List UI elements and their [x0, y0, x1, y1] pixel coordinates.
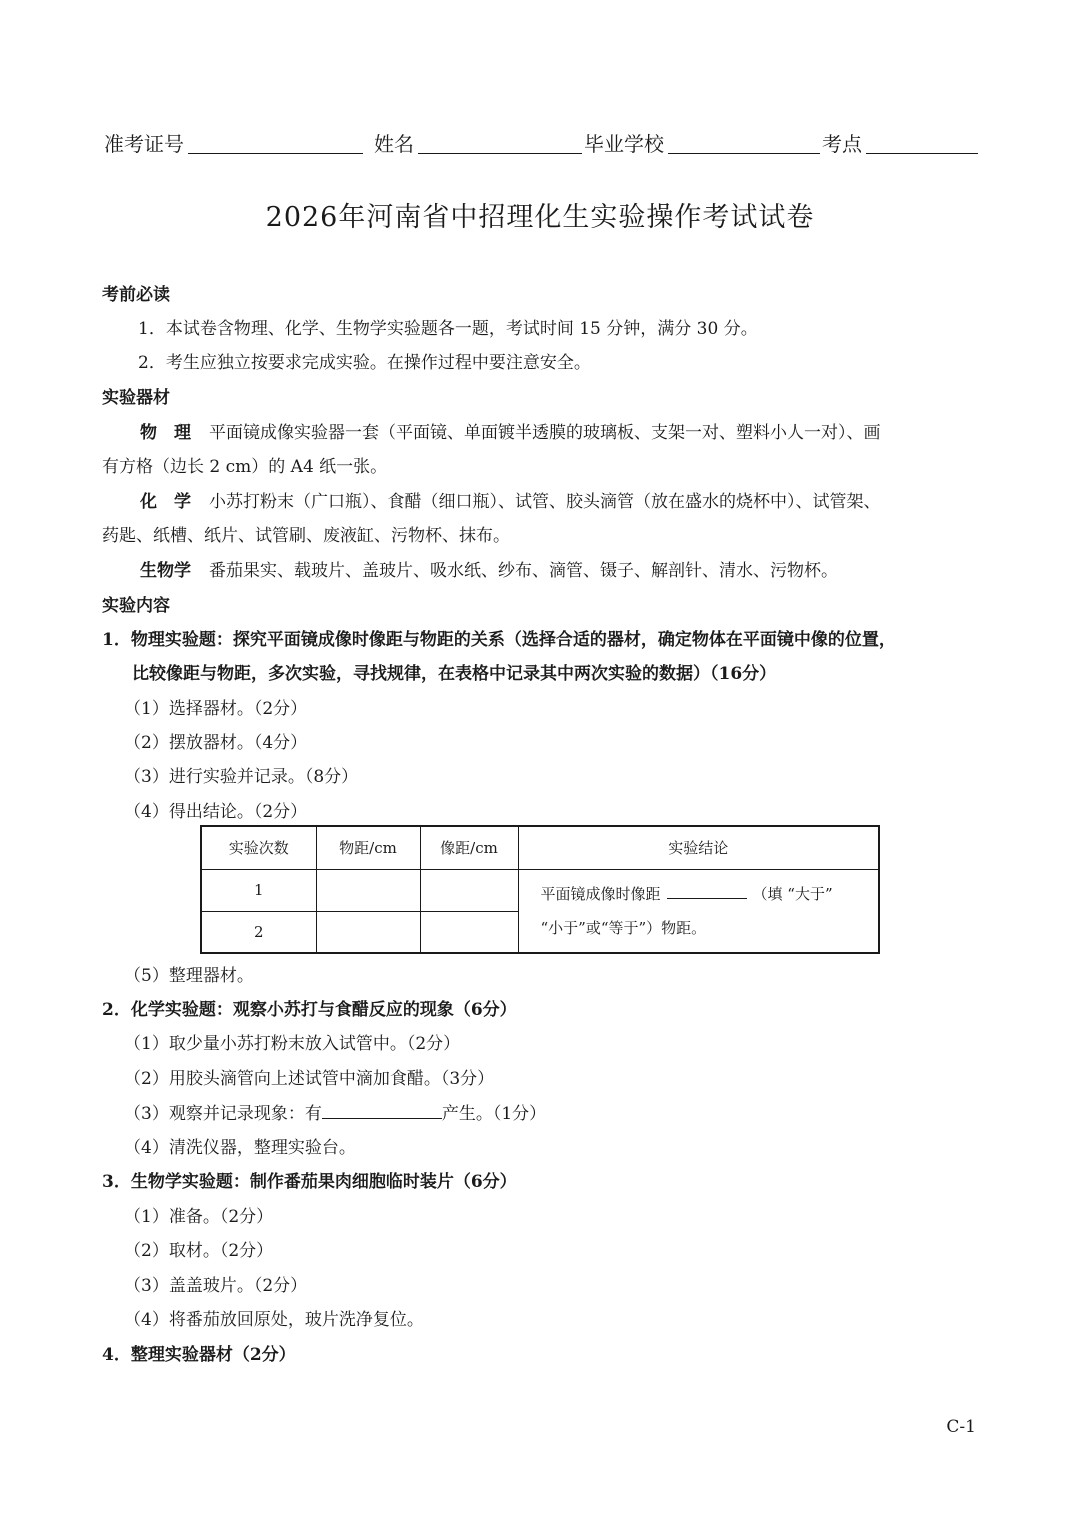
conclusion-blank[interactable]: [667, 884, 747, 899]
physics-text-cont: 有方格（边长 2 cm）的 A4 纸一张。: [102, 457, 388, 477]
q1-step: （5）整理器材。: [124, 966, 254, 986]
q1-step: （3）进行实验并记录。（8分）: [124, 767, 359, 787]
q1-step: （4）得出结论。（2分）: [124, 802, 308, 822]
q2-step-3-prefix: （3）观察并记录现象：有: [124, 1104, 322, 1124]
materials-heading: 实验器材: [102, 388, 170, 408]
school-field[interactable]: [668, 153, 820, 154]
physics-text: 平面镜成像实验器一套（平面镜、单面镀半透膜的玻璃板、支架一对、塑料小人一对）、画: [209, 423, 881, 443]
q3-step: （3）盖盖玻片。（2分）: [124, 1276, 308, 1296]
q1-step: （1）选择器材。（2分）: [124, 699, 308, 719]
content-heading: 实验内容: [102, 596, 170, 616]
q3-title: 3．生物学实验题：制作番茄果肉细胞临时装片（6分）: [102, 1172, 517, 1192]
q3-step: （4）将番茄放回原处，玻片洗净复位。: [124, 1310, 424, 1330]
q2-step: （1）取少量小苏打粉末放入试管中。（2分）: [124, 1034, 461, 1054]
q2-step-3-suffix: 产生。（1分）: [441, 1104, 547, 1124]
image-distance-cell[interactable]: [420, 869, 518, 911]
materials-biology: [140, 558, 838, 584]
page-title: 2026年河南省中招理化生实验操作考试试卷: [265, 202, 815, 233]
chemistry-text-cont: 药匙、纸槽、纸片、试管刷、废液缸、污物杯、抹布。: [102, 526, 510, 546]
name-label: 姓名: [374, 132, 414, 156]
conclusion-text-tail: （填 “大于”: [752, 884, 833, 903]
q1-title-cont: 比较像距与物距，多次实验，寻找规律，在表格中记录其中两次实验的数据）（16分）: [132, 664, 777, 684]
phenomenon-blank[interactable]: [322, 1100, 442, 1119]
exam-id-label: 准考证号: [104, 132, 184, 156]
object-distance-cell[interactable]: [316, 869, 420, 911]
image-distance-cell[interactable]: [420, 911, 518, 953]
q2-step: （4）清洗仪器，整理实验台。: [124, 1138, 356, 1158]
notice-heading: 考前必读: [102, 285, 170, 305]
q1-step: （2）摆放器材。（4分）: [124, 733, 308, 753]
chemistry-text: 小苏打粉末（广口瓶）、食醋（细口瓶）、试管、胶头滴管（放在盛水的烧杯中）、试管架、: [209, 492, 881, 512]
conclusion-text: 平面镜成像时像距: [540, 884, 661, 903]
school-label: 毕业学校: [584, 132, 664, 156]
notice-item: 1．本试卷含物理、化学、生物学实验题各一题，考试时间 15 分钟，满分 30 分。: [138, 319, 758, 339]
experiment-table: [200, 825, 880, 954]
chemistry-label: 化 学: [140, 492, 191, 512]
notice-item: 2．考生应独立按要求完成实验。在操作过程中要注意安全。: [138, 353, 591, 373]
conclusion-cell: [518, 869, 879, 953]
table-header: 实验次数: [201, 826, 316, 869]
q3-step: （2）取材。（2分）: [124, 1241, 274, 1261]
site-label: 考点: [822, 132, 862, 156]
q4-title: 4．整理实验器材（2分）: [102, 1345, 296, 1365]
site-field[interactable]: [866, 153, 978, 154]
q2-step-3: [124, 1100, 546, 1127]
materials-chemistry: [140, 489, 881, 515]
name-field[interactable]: [418, 153, 582, 154]
conclusion-text-cont: “小于”或“等于”）物距。: [540, 918, 707, 937]
table-header: 物距/cm: [316, 826, 420, 869]
q1-title: 1．物理实验题：探究平面镜成像时像距与物距的关系（选择合适的器材，确定物体在平面镜中像的位置，: [102, 630, 896, 650]
trial-number: 2: [201, 911, 316, 953]
biology-label: 生物学: [140, 561, 191, 581]
materials-physics: [140, 420, 881, 446]
physics-label: 物 理: [140, 423, 191, 443]
q3-step: （1）准备。（2分）: [124, 1207, 274, 1227]
biology-text: 番茄果实、载玻片、盖玻片、吸水纸、纱布、滴管、镊子、解剖针、清水、污物杯。: [209, 561, 838, 581]
page-number: C-1: [946, 1417, 976, 1437]
object-distance-cell[interactable]: [316, 911, 420, 953]
table-header: 像距/cm: [420, 826, 518, 869]
q2-step: （2）用胶头滴管向上述试管中滴加食醋。（3分）: [124, 1069, 495, 1089]
exam-id-field[interactable]: [188, 153, 363, 154]
trial-number: 1: [201, 869, 316, 911]
table-header: 实验结论: [518, 826, 879, 869]
q2-title: 2．化学实验题：观察小苏打与食醋反应的现象（6分）: [102, 1000, 517, 1020]
